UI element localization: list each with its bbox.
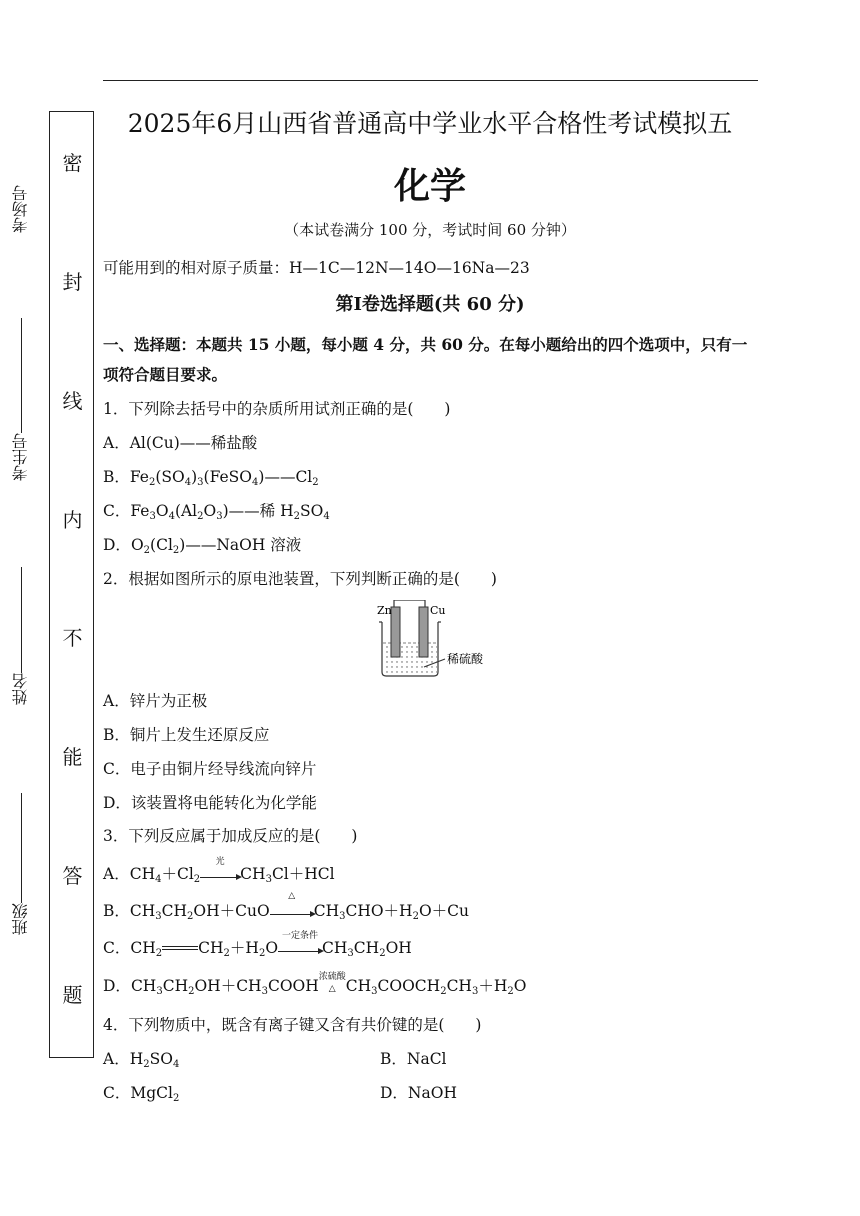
q1-option-b: B．$Fe_2(SO_4)_3(FeSO_4)——Cl_2$ bbox=[103, 468, 319, 488]
candidate-number-field bbox=[5, 318, 37, 481]
seal-char: 题 bbox=[62, 983, 83, 1007]
name-line bbox=[21, 567, 22, 673]
q1-option-d: D．$O_2(Cl_2)——NaOH$ 溶液 bbox=[103, 536, 302, 556]
atomic-masses: 可能用到的相对原子质量：H—1C—12N—14O—16Na—23 bbox=[103, 259, 530, 277]
galvanic-cell-diagram bbox=[370, 600, 500, 680]
q4-stem: 4．下列物质中，既含有离子键又含有共价键的是( ) bbox=[103, 1016, 482, 1034]
q1-stem: 1．下列除去括号中的杂质所用试剂正确的是( ) bbox=[103, 400, 451, 418]
class-label: 班级 bbox=[11, 903, 30, 935]
cu-label: Cu bbox=[430, 604, 446, 617]
section-title: 第Ⅰ卷选择题(共 60 分) bbox=[335, 294, 525, 315]
q2-option-c: C．电子由铜片经导线流向锌片 bbox=[103, 760, 317, 778]
galvanic-cell-figure bbox=[370, 600, 500, 680]
q3-option-c: C．$CH_2$ $CH_2+H_2O$ 一定条件 $CH_3CH_2OH$ bbox=[103, 931, 412, 959]
seal-char: 线 bbox=[62, 389, 83, 413]
exam-room-field bbox=[5, 185, 37, 233]
exam-note: （本试卷满分 100 分，考试时间 60 分钟） bbox=[284, 221, 576, 239]
seal-char: 不 bbox=[62, 626, 83, 650]
class-field bbox=[5, 793, 37, 935]
q2-option-d: D．该装置将电能转化为化学能 bbox=[103, 794, 317, 812]
q3-option-a: A．$CH_4+Cl_2$ 光 $CH_3Cl+HCl$ bbox=[103, 857, 335, 885]
zn-label: Zn bbox=[377, 604, 392, 617]
name-label: 姓名 bbox=[11, 673, 30, 705]
q2-option-b: B．铜片上发生还原反应 bbox=[103, 726, 270, 744]
q3-option-b: B．$CH_3CH_2OH+CuO$ △ $CH_3CHO+H_2O+Cu$ bbox=[103, 891, 470, 922]
seal-char: 答 bbox=[62, 864, 83, 888]
seal-char: 密 bbox=[62, 151, 83, 175]
candidate-number-label: 考生号 bbox=[11, 433, 30, 481]
q2-option-a: A．锌片为正极 bbox=[103, 692, 208, 710]
q1-option-a: A．Al(Cu)——稀盐酸 bbox=[103, 434, 258, 452]
exam-room-label: 考场号 bbox=[11, 185, 30, 233]
q3-option-d: D．$CH_3CH_2OH+CH_3COOH$浓硫酸 △ $CH_3COOCH_2CH_3+H_2O$ bbox=[103, 972, 527, 997]
q4-option-a: A．$H_2SO_4$ bbox=[103, 1050, 180, 1070]
class-line bbox=[21, 793, 22, 903]
exam-title: 2025年6月山西省普通高中学业水平合格性考试模拟五 bbox=[127, 109, 733, 138]
q2-stem: 2．根据如图所示的原电池装置，下列判断正确的是( ) bbox=[103, 570, 497, 588]
section-instruction: 一、选择题：本题共 15 小题，每小题 4 分，共 60 分。在每小题给出的四个选项中，只有一项符合题目要求。 bbox=[103, 335, 748, 384]
subject-title: 化学 bbox=[393, 166, 466, 207]
candidate-number-line bbox=[21, 318, 22, 433]
acid-label: 稀硫酸 bbox=[447, 652, 484, 666]
name-field bbox=[5, 567, 37, 705]
seal-char: 能 bbox=[62, 745, 83, 769]
q4-option-d: D．NaOH bbox=[380, 1084, 457, 1102]
q4-option-b: B．NaCl bbox=[380, 1050, 447, 1068]
seal-line-box bbox=[49, 111, 94, 1058]
top-rule bbox=[103, 80, 758, 81]
q4-option-c: C．MgCl$_2$ bbox=[103, 1084, 180, 1104]
seal-char: 内 bbox=[62, 508, 83, 532]
q3-stem: 3．下列反应属于加成反应的是( ) bbox=[103, 827, 358, 845]
seal-char: 封 bbox=[62, 270, 83, 294]
q1-option-c: C．$Fe_3O_4(Al_2O_3)——$稀 $H_2SO_4$ bbox=[103, 502, 330, 522]
